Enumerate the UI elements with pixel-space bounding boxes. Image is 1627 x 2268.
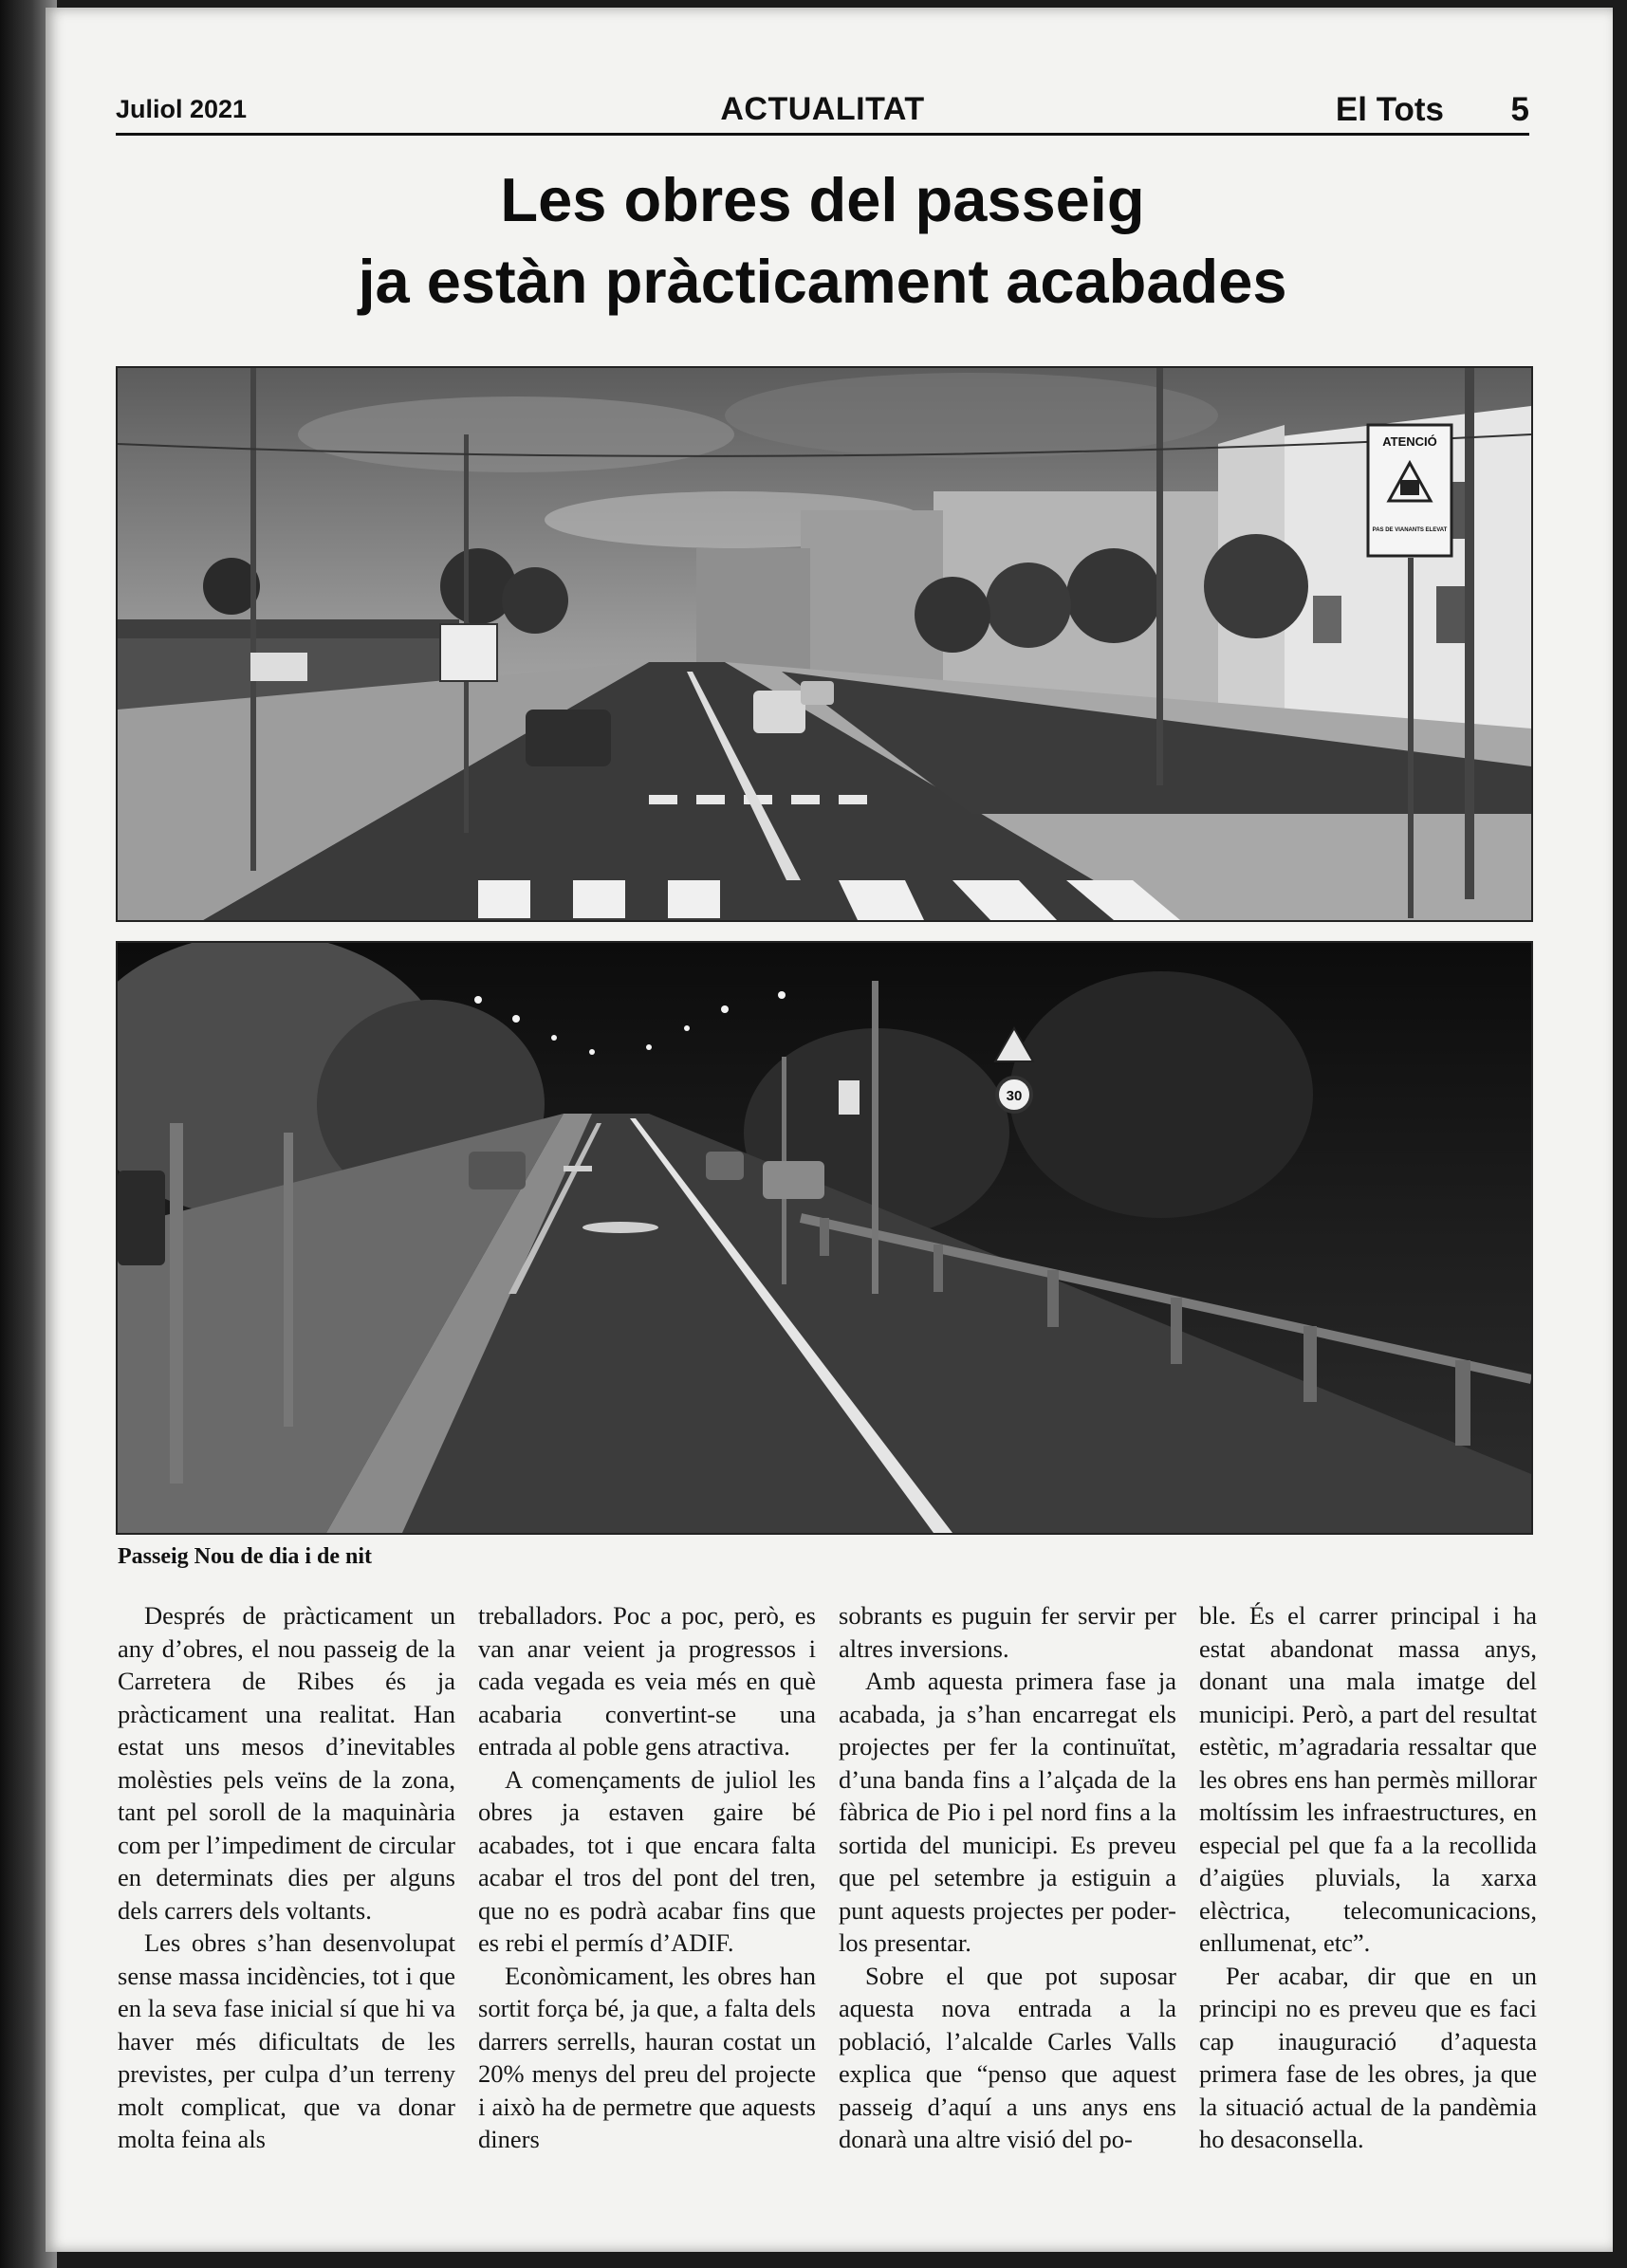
article-headline <box>116 159 1529 323</box>
paragraph: Després de pràcticament un any d’obres, el nou passeig de la Carretera de Ribes és ja pràcticament una realitat. Han estat uns mesos d’inevitables molèsties pels veïns de la zona, tant pel soroll de la maquinària com per l’impediment de circular en determinats dies per alguns dels carrers dels voltants. <box>118 1601 455 1925</box>
attention-sign-subtitle: PAS DE VIANANTS ELEVAT <box>1372 527 1448 533</box>
day-street-illustration <box>118 368 1531 920</box>
paragraph: treballadors. Poc a poc, però, es van anar veient ja progressos i cada vegada es veia més en què acabaria convertint-se una entrada al poble gens atractiva. <box>478 1601 816 1761</box>
speed-limit-value: 30 <box>1006 1088 1023 1104</box>
paragraph: A començaments de juliol les obres ja estaven gaire bé acabades, tot i que encara falta acabar el tros del pont del tren, que no es podrà acabar fins que es rebi el permís d’ADIF. <box>478 1764 816 1957</box>
article-body <box>118 1599 1537 2153</box>
publication-name: El Tots <box>1335 91 1444 128</box>
headline-line-1: Les obres del passeig <box>500 165 1145 234</box>
paragraph: Econòmicament, les obres han sortit força bé, ja que, a falta dels darrers serrells, hauran costat un 20% menys del preu del projecte i això ha de permetre que aquests diners <box>478 1961 816 2153</box>
paragraph: Les obres s’han desenvolupat sense massa incidències, tot i que en la seva fase inicial sí que hi va haver més dificultats de les previstes, per culpa d’un terreny molt complicat, que va donar molta feina als <box>118 1928 455 2153</box>
night-street-illustration <box>118 943 1531 1533</box>
page-header <box>116 91 1529 136</box>
section-title: ACTUALITAT <box>720 91 925 127</box>
photo-passeig-day <box>116 366 1533 922</box>
attention-sign-title: ATENCIÓ <box>1382 434 1437 449</box>
headline-line-2: ja estàn pràcticament acabades <box>358 247 1287 316</box>
photo-passeig-night <box>116 941 1533 1535</box>
issue-date: Juliol 2021 <box>116 95 248 123</box>
paragraph: sobrants es puguin fer servir per altres inversions. <box>839 1601 1176 1663</box>
page-number: 5 <box>1510 91 1529 128</box>
article-column-1 <box>118 1599 455 2156</box>
photo-caption: Passeig Nou de dia i de nit <box>118 1544 373 1569</box>
paragraph: Sobre el que pot suposar aquesta nova entrada a la població, l’alcalde Carles Valls explica que “penso que aquest passeig d’aquí a uns anys ens donarà una altre visió del po- <box>839 1961 1176 2153</box>
attention-sign-icon <box>1368 425 1451 556</box>
article-column-2 <box>478 1599 816 2156</box>
paragraph: Per acabar, dir que en un principi no es preveu que es faci cap inauguració d’aquesta primera fase de les obres, ja que la situació actual de la pandèmia ho desaconsella. <box>1199 1961 1537 2153</box>
article-column-3 <box>839 1599 1176 2156</box>
paragraph: Amb aquesta primera fase ja acabada, ja s’han encarregat els projectes per fer la continuïtat, d’una banda fins a l’alçada de la fàbrica de Pio i pel nord fins a la sortida del municipi. Es preveu que pel setembre ja estiguin a punt aquests projectes per poder-los presentar. <box>839 1667 1176 1957</box>
article-column-4 <box>1199 1599 1537 2156</box>
paragraph: ble. És el carrer principal i ha estat abandonat massa anys, donant una mala imatge del municipi. Però, a part del resultat estètic, m’agradaria ressaltar que les obres ens han permès millorar moltíssim les infraestructures, en especial pel que fa a la recollida d’aigües pluvials, la xarxa elèctrica, telecomunicacions, enllumenat, etc”. <box>1199 1601 1537 1957</box>
